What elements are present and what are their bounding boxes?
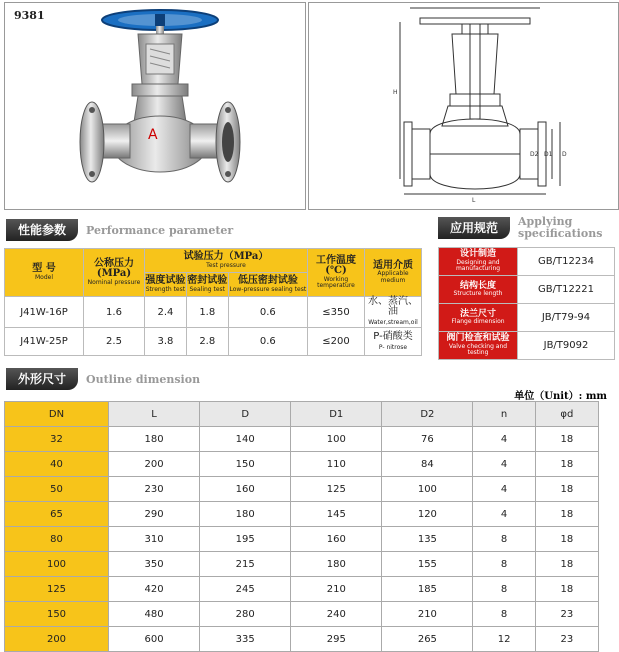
cell: 2.5 [84,328,145,356]
cell: 水、蒸汽、油 Water,stream,oil [365,297,422,328]
spec-title-en: Applying specifications [518,215,603,240]
specifications-header [438,216,602,240]
cell: 125 [5,577,109,602]
cell: 23 [535,602,598,627]
drawing-label-h: H [393,89,398,96]
cell: 240 [291,602,382,627]
cell: 18 [535,577,598,602]
cell: 180 [200,502,291,527]
cell: 18 [535,527,598,552]
perf-col-sealing: 密封试验 Sealing test [186,273,228,297]
cell: 125 [291,477,382,502]
cell: 135 [382,527,473,552]
table-row: 设计制造 Designing and manufacturing GB/T12234 [439,248,615,276]
cell: 210 [382,602,473,627]
cell: 200 [109,452,200,477]
cell: 23 [535,627,598,652]
cell: 18 [535,477,598,502]
cell: 295 [291,627,382,652]
drawing-label-d2: D2 [530,151,539,158]
cell: ≤350 [308,297,365,328]
table-row [5,502,599,527]
cell: P-硝酸类 P- nitrose [365,328,422,356]
cell: 420 [109,577,200,602]
cell: GB/T12234 [518,248,615,276]
cell: 160 [200,477,291,502]
table-row [5,602,599,627]
dim-col-l: L [109,402,200,427]
dim-col-phid: φd [535,402,598,427]
cell: 18 [535,427,598,452]
cell: 100 [382,477,473,502]
dim-col-n: n [473,402,535,427]
cell: 2.8 [186,328,228,356]
cell: 2.4 [145,297,187,328]
cell: 65 [5,502,109,527]
table-row [5,452,599,477]
cell: 210 [291,577,382,602]
table-row [5,627,599,652]
table-row [5,527,599,552]
cell: 18 [535,552,598,577]
perf-col-strength: 强度试验 Strength test [145,273,187,297]
cell: 0.6 [228,297,307,328]
cell: 600 [109,627,200,652]
cell: 280 [200,602,291,627]
cell: 100 [5,552,109,577]
cell: 120 [382,502,473,527]
cell: 8 [473,602,535,627]
cell: 80 [5,527,109,552]
cell: 50 [5,477,109,502]
valve-photo [60,4,260,204]
cell: J41W-16P [5,297,84,328]
cell: 18 [535,502,598,527]
unit-label: 单位（Unit）: mm [514,391,607,402]
cell: 110 [291,452,382,477]
table-row [5,552,599,577]
cell: JB/T79-94 [518,304,615,332]
cell: 160 [291,527,382,552]
performance-title-cn: 性能参数 [6,219,78,241]
dimensions-title-en: Outline dimension [86,372,201,386]
cell: 150 [5,602,109,627]
cell: 84 [382,452,473,477]
cell: 145 [291,502,382,527]
cell: 350 [109,552,200,577]
cell: 8 [473,552,535,577]
cell: 310 [109,527,200,552]
performance-table [4,248,422,356]
cell: 200 [5,627,109,652]
dim-col-d2: D2 [382,402,473,427]
cell: 40 [5,452,109,477]
cell: 4 [473,477,535,502]
table-row [5,328,422,356]
dimensions-title-cn: 外形尺寸 [6,368,78,390]
cell: 230 [109,477,200,502]
dimensions-header [6,367,200,391]
perf-col-test: 试验压力（MPa） Test pressure [145,249,308,273]
cell: 180 [109,427,200,452]
cell: JB/T9092 [518,332,615,360]
cell: 4 [473,502,535,527]
cell: 1.6 [84,297,145,328]
cell: 245 [200,577,291,602]
table-row [5,427,599,452]
cell: 3.8 [145,328,187,356]
drawing-label-l: L [472,197,476,204]
perf-col-medium: 适用介质 Applicable medium [365,249,422,297]
table-row [5,577,599,602]
cell: 335 [200,627,291,652]
table-row [5,477,599,502]
spec-title-cn: 应用规范 [438,217,510,239]
dim-col-d1: D1 [291,402,382,427]
cell: J41W-25P [5,328,84,356]
drawing-label-d1: D1 [544,151,553,158]
perf-col-temp: 工作温度 (℃) Working temperature [308,249,365,297]
cell: 290 [109,502,200,527]
cell: 76 [382,427,473,452]
valve-photo-mark: A [148,127,158,143]
table-row: 阀门检查和试验 Valve checking and testing JB/T9092 [439,332,615,360]
cell: 32 [5,427,109,452]
technical-drawing [390,4,570,204]
dim-col-d: D [200,402,291,427]
cell: 1.8 [186,297,228,328]
drawing-label-d: D [562,151,567,158]
cell: ≤200 [308,328,365,356]
cell: 8 [473,527,535,552]
cell: 185 [382,577,473,602]
specifications-table [438,247,615,360]
cell: 265 [382,627,473,652]
cell: 12 [473,627,535,652]
cell: 4 [473,452,535,477]
perf-col-pressure: 公称压力 (MPa) Nominal pressure [84,249,145,297]
performance-header [6,218,233,242]
perf-col-model: 型 号 Model [5,249,84,297]
cell: 150 [200,452,291,477]
dim-col-dn: DN [5,402,109,427]
cell: 100 [291,427,382,452]
cell: GB/T12221 [518,276,615,304]
table-row: 结构长度 Structure length GB/T12221 [439,276,615,304]
cell: 195 [200,527,291,552]
cell: 18 [535,452,598,477]
perf-col-low: 低压密封试验 Low-pressure sealing test [228,273,307,297]
cell: 215 [200,552,291,577]
cell: 0.6 [228,328,307,356]
table-row [5,297,422,328]
dimensions-table [4,401,599,652]
cell: 140 [200,427,291,452]
model-number: 9381 [14,9,45,22]
table-row: 法兰尺寸 Flange dimension JB/T79-94 [439,304,615,332]
cell: 180 [291,552,382,577]
cell: 155 [382,552,473,577]
cell: 480 [109,602,200,627]
cell: 4 [473,427,535,452]
performance-title-en: Performance parameter [86,223,234,237]
cell: 8 [473,577,535,602]
